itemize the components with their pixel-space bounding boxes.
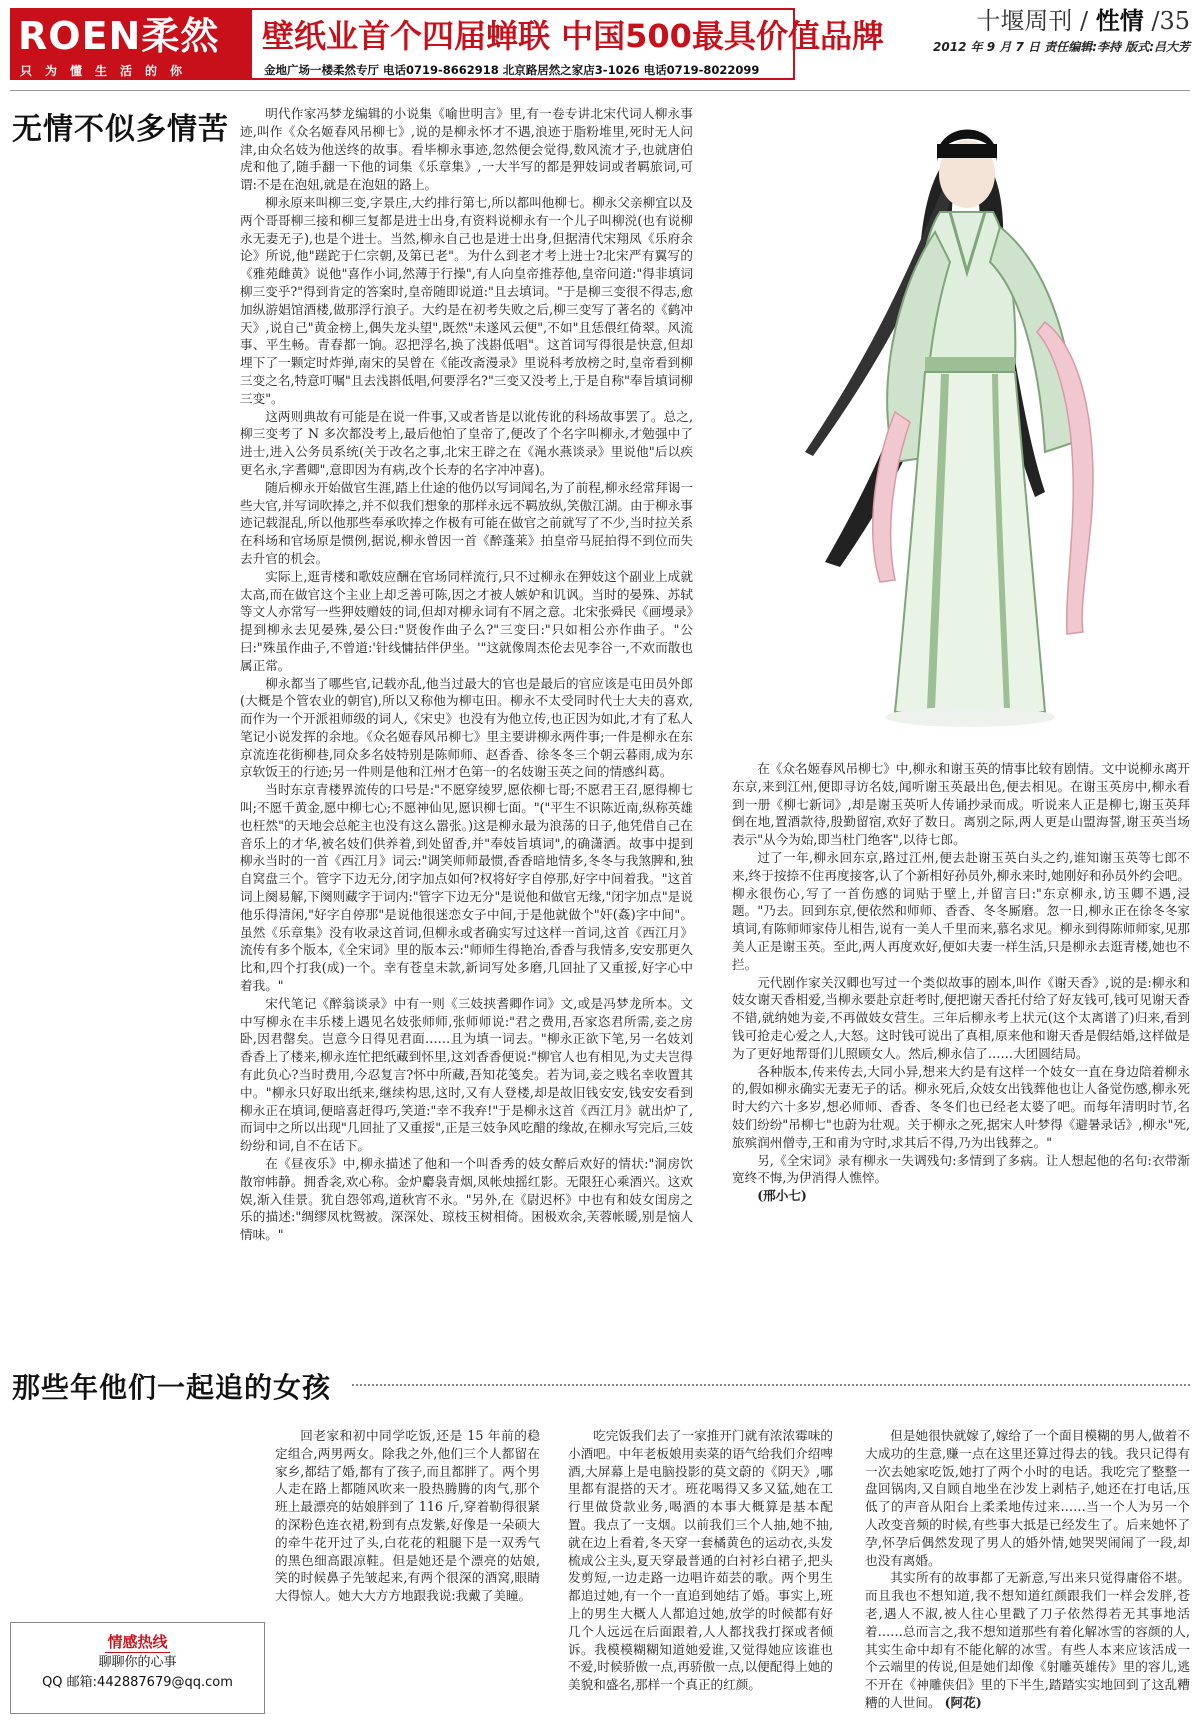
article1-column-1 (240, 105, 693, 1350)
article2-title: 那些年他们一起追的女孩 (12, 1371, 332, 1404)
article1-paragraph: 实际上,逛青楼和歌妓应酬在官场同样流行,只不过柳永在狎妓这个副业上成就太高,而在做官这个主业上却乏善可陈,因之才被人嫉妒和讥讽。当时的晏殊、苏轼等文人亦常写一些狎妓赠妓的词,但却对柳永词有不屑之意。北宋张舜民《画墁录》提到柳永去见晏殊,晏公曰:"贤俊作曲子么?"三变曰:"只如相公亦作曲子。"公曰:"殊虽作曲子,不曾道:'针线慵拈伴伊坐。'"这就像周杰伦去见李谷一,不欢而散也属正常。 (240, 568, 693, 673)
article1-paragraph: 过了一年,柳永回东京,路过江州,便去赴谢玉英白头之约,谁知谢玉英等七郎不来,终于按捺不住再度接客,认了个新相好孙员外,柳永来时,她刚好和孙员外约会吧。柳永很伤心,写了一首伤感的词贴于壁上,并留言曰:"东京柳永,访玉卿不遇,浸题。"乃去。回到东京,便依然和师师、香香、冬冬厮磨。忽一日,柳永正在徐冬冬家填词,有陈师师家侍儿相告,说有一美人千里而来,慕名求见。柳永到得陈师师家,见那美人正是谢玉英。至此,两人再度欢好,便如夫妻一样生活,只是柳永去逛青楼,她也不拦。 (732, 849, 1190, 972)
brand-slogan: 只为懂生活的你 (12, 62, 252, 80)
ad-headline: 壁纸业首个四届蝉联 中国500最具价值品牌 (262, 17, 884, 55)
masthead: 十堰周刊 / 性情 /35 2012 年 9 月 7 日 责任编辑:李持 版式:吕大芳 (850, 6, 1190, 55)
issue-credits: 2012 年 9 月 7 日 责任编辑:李持 版式:吕大芳 (933, 40, 1190, 54)
paper-name: 十堰周刊 (976, 7, 1073, 35)
article1-paragraph: 随后柳永开始做官生涯,踏上仕途的他仍以写词闻名,为了前程,柳永经常拜谒一些大官,并写词吹捧之,并不似我们想象的那样永远不羁放纵,笑傲江湖。由于柳永事迹记载混乱,所以他那些奉承吹捧之作极有可能在做官之前就写了不少,当时拉关系在科场和官场原是惯例,据说,柳永曾因一首《醉蓬莱》拍皇帝马屁拍得不到位而失去升官的机会。 (240, 479, 693, 566)
woman-in-hanfu-illustration (745, 112, 1190, 752)
page-number: /35 (1151, 7, 1190, 35)
emotion-hotline-box (10, 1622, 265, 1714)
article1-paragraph: 另,《全宋词》录有柳永一失调残句:多情到了多病。让人想起他的名句:衣带渐宽终不悔,为伊消得人憔悴。 (732, 1152, 1190, 1186)
hotline-subtitle: 聊聊你的心事 (98, 1655, 177, 1670)
article1-paragraph: 在《昼夜乐》中,柳永描述了他和一个叫香秀的妓女醉后欢好的情状:"洞房饮散帘帏静。拥香衾,欢心称。金炉麝袅青烟,凤帐烛摇红影。无限狂心乘酒兴。这欢娱,渐入佳景。犹自怨邻鸡,道秋宵不永。"另外,在《尉迟杯》中也有和妓女闺房之乐的描述:"绸缪凤枕鸳被。深深处、琼枝玉树相倚。困极欢余,芙蓉帐暖,别是恼人情味。" (240, 1156, 693, 1243)
article2-paragraph: 回老家和初中同学吃饭,还是 15 年前的稳定组合,两男两女。除我之外,他们三个人都留在家乡,都结了婚,都有了孩子,而且都胖了。两个男人走在路上都随风吹来一股热腾腾的肉气,那个班上最漂亮的姑娘胖到了 116 斤,穿着勒得很紧的深粉色连衣裙,粉到有点发紫,好像是一朵硕大的牵牛花开过了头,白花花的粗腿下是一双秀气的黑色细高跟凉鞋。但是她还是个漂亮的姑娘,笑的时候鼻子先皱起来,有两个很深的酒窝,眼睛大得惊人。她大大方方地跟我说:我戴了美瞳。 (275, 1428, 540, 1604)
article1-paragraph: 当时东京青楼界流传的口号是:"不愿穿绫罗,愿依柳七哥;不愿君王召,愿得柳七叫;不愿千黄金,愿中柳七心;不愿神仙见,愿识柳七面。"("平生不识陈近南,纵称英雄也枉然"的天地会总舵主也没有这么嚣张。)这是柳永最为浪荡的日子,他凭借自己在音乐上的才华,被名妓们供养着,到处留香,并"奉妓旨填词",的确潇洒。故事中提到柳永当时的一首《西江月》词云:"调笑师师最惯,香香暗地情多,冬冬与我煞脾和,独自窝盘三个。管字下边无分,闭字加点如何?权将好字自停那,好字中间着我。"这首词上阕易解,下阕则藏字于词内:"管字下边无分"是说他和做官无缘,"闭字加点"是说他乐得清闲,"好字自停那"是说他很迷恋女子中间,于是他就做个"奸(姦)字中间"。虽然《乐章集》没有收录这首词,但柳永或者确实写过这样一首词,这首《西江月》流传有多个版本,《全宋词》里的版本云:"师师生得艳冶,香香与我情多,安安那更久比和,四个打我(成)一个。幸有苍皇未款,新词写处多磨,几回扯了又重挼,好字心中着我。" (240, 782, 693, 994)
hotline-title: 情感热线 (107, 1633, 168, 1651)
article1-paragraph: 柳永原来叫柳三变,字景庄,大约排行第七,所以都叫他柳七。柳永父亲柳宜以及两个哥哥柳三接和柳三复都是进士出身,有资料说柳永有一个儿子叫柳涚(也有说柳永无妻无子),也是个进士。当然,柳永自己也是进士出身,但据清代宋翔凤《乐府余论》所说,他"蹉跎于仁宗朝,及第已老"。为什么到老才考上进士?北宋严有翼写的《雅苑雌黄》说他"喜作小词,然薄于行操",有人向皇帝推荐他,皇帝问道:"得非填词柳三变乎?"得到肯定的答案时,皇帝随即说道:"且去填词。"于是柳三变很不得志,愈加纵游娼馆酒楼,做那浮行浪子。大约是在初考失败之后,柳三变写了著名的《鹤冲天》,说自己"黄金榜上,偶失龙头望",既然"未遂风云便",不如"且恁偎红倚翠。风流事、平生畅。青春都一饷。忍把浮名,换了浅斟低唱"。这首词写得很是快意,但却埋下了一颗定时炸弹,南宋的吴曾在《能改斋漫录》里说科考放榜之时,皇帝看到柳三变之名,特意叮嘱"且去浅斟低唱,何要浮名?"三变又没考上,于是自称"奉旨填词柳三变"。 (240, 194, 693, 406)
article1-paragraph: 柳永都当了哪些官,记载亦乱,他当过最大的官也是最后的官应该是屯田员外郎(大概是个管农业的朝官),所以又称他为柳屯田。柳永不太受同时代士大夫的喜欢,而作为一个开派祖师级的词人,《宋史》也没有为他立传,也正因为如此,才有了私人笔记小说发挥的余地。《众名姬春风吊柳七》里主要讲柳永两件事;一件是柳永在东京流连花街柳巷,同众多名妓特别是陈师师、赵香香、徐冬冬三个朝云暮雨,成为东京软饭王的行迹;另一件则是他和江州才色第一的名妓谢玉英之间的情感纠葛。 (240, 675, 693, 780)
article2-column-2 (568, 1427, 833, 1717)
ad-contact: 金地广场一楼柔然专厅 电话0719-8662918 北京路居然之家店3-1026 电话0719-8022099 (264, 63, 760, 77)
article2-paragraph: 但是她很快就嫁了,嫁给了一个面目模糊的男人,做着不大成功的生意,赚一点在这里还算过得去的钱。我只记得有一次去她家吃饭,她打了两个小时的电话。我吃完了整整一盘回锅肉,又自顾自地坐在沙发上剥桔子,她还在打电话,压低了的声音从阳台上柔柔地传过来……当一个人为另一个人改变音频的时候,有些事大抵是已经发生了。后来她怀了孕,怀孕后偶然发现了男人的婚外情,她哭哭闹闹了一段,却也没有离婚。 (865, 1428, 1190, 1568)
article1-title: 无情不似多情苦 (12, 112, 229, 147)
article1-author: (邢小七) (757, 1188, 807, 1204)
title-dotted-rule (352, 1384, 1190, 1386)
article2-paragraph: 吃完饭我们去了一家推开门就有浓浓霉味的小酒吧。中年老板娘用卖菜的语气给我们介绍啤酒,大屏幕上是电脑投影的莫文蔚的《阴天》,哪里都有混搭的天才。班花喝得又多又猛,她在工行里做贷款业务,喝酒的本事大概算是基本配置。我点了一支烟。以前我们三个人抽,她不抽,就在边上看着,冬天穿一套橘黄色的运动衣,头发梳成公主头,夏天穿最普通的白衬衫白裙子,把头发剪短,一边走路一边唱许茹芸的歌。两个男生都追过她,有一个一直追到她结了婚。事实上,班上的男生大概人人都追过她,放学的时候都有好几个人远远在后面跟着,人人都找我打探或者倾诉。我模模糊糊知道她爱谁,又觉得她应该谁也不爱,时候骄傲一点,再骄傲一点,以便配得上她的美貌和盛名,那样一个真正的红颜。 (568, 1428, 833, 1693)
article1-paragraph: 各种版本,传来传去,大同小异,想来大约是有这样一个妓女一直在身边陪着柳永的,假如柳永确实无妻无子的话。柳永死后,众妓女出钱葬他也让人备觉伤感,柳永死时大约六十多岁,想必师师、香香、冬冬们也已经老太婆了吧。而每年清明时节,名妓们纷纷"吊柳七"也蔚为壮观。关于柳永之死,据宋人叶梦得《避暑录话》,柳永"死,旅殡润州僧寺,王和甫为守时,求其后不得,乃为出钱葬之。" (732, 1063, 1190, 1150)
header-divider (10, 90, 1190, 91)
article2-column-1 (275, 1427, 540, 1717)
brand-logo: ROEN柔然 (12, 10, 252, 62)
article2-paragraph: 其实所有的故事都了无新意,写出来只觉得庸俗不堪。而且我也不想知道,我不想知道红颜跟我们一样会发胖,苍老,遇人不淑,被人往心里戳了刀子依然得若无其事地活着……总而言之,我不想知道那些有着化解冰雪的容颜的人,其实生命中却有不能化解的冰雪。有些人本来应该活成一个云端里的传说,但是她们却像《射雕英雄传》里的容儿,逃不开在《神雕侠侣》里的下半生,踏踏实实地回到了这乱糟糟的人世间。 (865, 1570, 1190, 1710)
article1-paragraph: 明代作家冯梦龙编辑的小说集《喻世明言》里,有一卷专讲北宋代词人柳永事迹,叫作《众名姬春风吊柳七》,说的是柳永怀才不遇,浪迹于脂粉堆里,死时无人问津,由众名妓为他送终的故事。看毕柳永事迹,忽然便会觉得,数风流才子,也就唐伯虎和他了,随手翻一下他的词集《乐章集》,一大半写的都是狎妓词或者羁旅词,可谓:不是在泡妞,就是在泡妞的路上。 (240, 106, 693, 193)
article1-paragraph: 在《众名姬春风吊柳七》中,柳永和谢玉英的情事比较有剧情。文中说柳永离开东京,来到江州,便即寻访名妓,闻听谢玉英最出色,便去相见。在谢玉英房中,柳永看到一册《柳七新词》,却是谢玉英听人传诵抄录而成。听说来人正是柳七,谢玉英拜倒在地,置酒款待,殷勤留宿,欢好了数日。离别之际,两人更是山盟海誓,谢玉英当场表示"从今为始,即当杜门绝客",以待七郎。 (732, 761, 1190, 848)
article1-paragraph: 宋代笔记《醉翁谈录》中有一则《三妓挟耆卿作词》文,或是冯梦龙所本。文中写柳永在丰乐楼上遇见名妓张师师,张师师说:"君之费用,吾家恣君所需,妾之房卧,因君罄矣。岂意今日得见君面……且为填一词去。"柳永正欲下笔,另一名妓刘香香上了楼来,柳永连忙把纸藏到怀里,这刘香香便说:"柳官人也有相见,为丈夫岂得有此负心?当时费用,今忍复言?怀中所藏,吾知花笺矣。若为词,妾之贱名幸收置其中。"柳永只好取出纸来,继续构思,这时,又有人登楼,却是故旧钱安安,钱安安看到柳永正在填词,便暗喜赶得巧,笑道:"幸不我弃!"于是柳永这首《西江月》就出炉了,而词中之所以出现"几回扯了又重挼",正是三妓争风吃醋的缘故,在柳永写完后,三妓纷纷和词,自不在话下。 (240, 995, 693, 1154)
article2-author: (阿花) (944, 1694, 982, 1710)
advertisement-banner (10, 8, 884, 80)
article2-column-3 (865, 1427, 1190, 1717)
section-name: 性情 (1095, 6, 1144, 35)
hotline-email[interactable]: QQ 邮箱:442887679@qq.com (42, 1675, 233, 1690)
article1-paragraph: 这两则典故有可能是在说一件事,又或者皆是以讹传讹的科场故事罢了。总之,柳三变考了 N 多次都没考上,最后他怕了皇帝了,便改了个名字叫柳永,才勉强中了进士,进入公务员系统(关于改名之事,北宋王辟之在《渑水燕谈录》里说他"后以疾更名永,字耆卿",意即因为有病,改个长寿的名字冲冲喜)。 (240, 408, 693, 477)
article1-column-2 (732, 760, 1190, 1350)
article1-paragraph: 元代剧作家关汉卿也写过一个类似故事的剧本,叫作《谢天香》,说的是:柳永和妓女谢天香相爱,当柳永要赴京赶考时,便把谢天香托付给了好友钱可,钱可见谢天香不错,就纳她为妾,不再做妓女营生。三年后柳永考上状元(这个太离谱了)归来,看到钱可抢走心爱之人,大怒。这时钱可说出了真相,原来他和谢天香是假结婚,这样做是为了更好地帮哥们儿照顾女人。然后,柳永信了……大团圆结局。 (732, 974, 1190, 1061)
